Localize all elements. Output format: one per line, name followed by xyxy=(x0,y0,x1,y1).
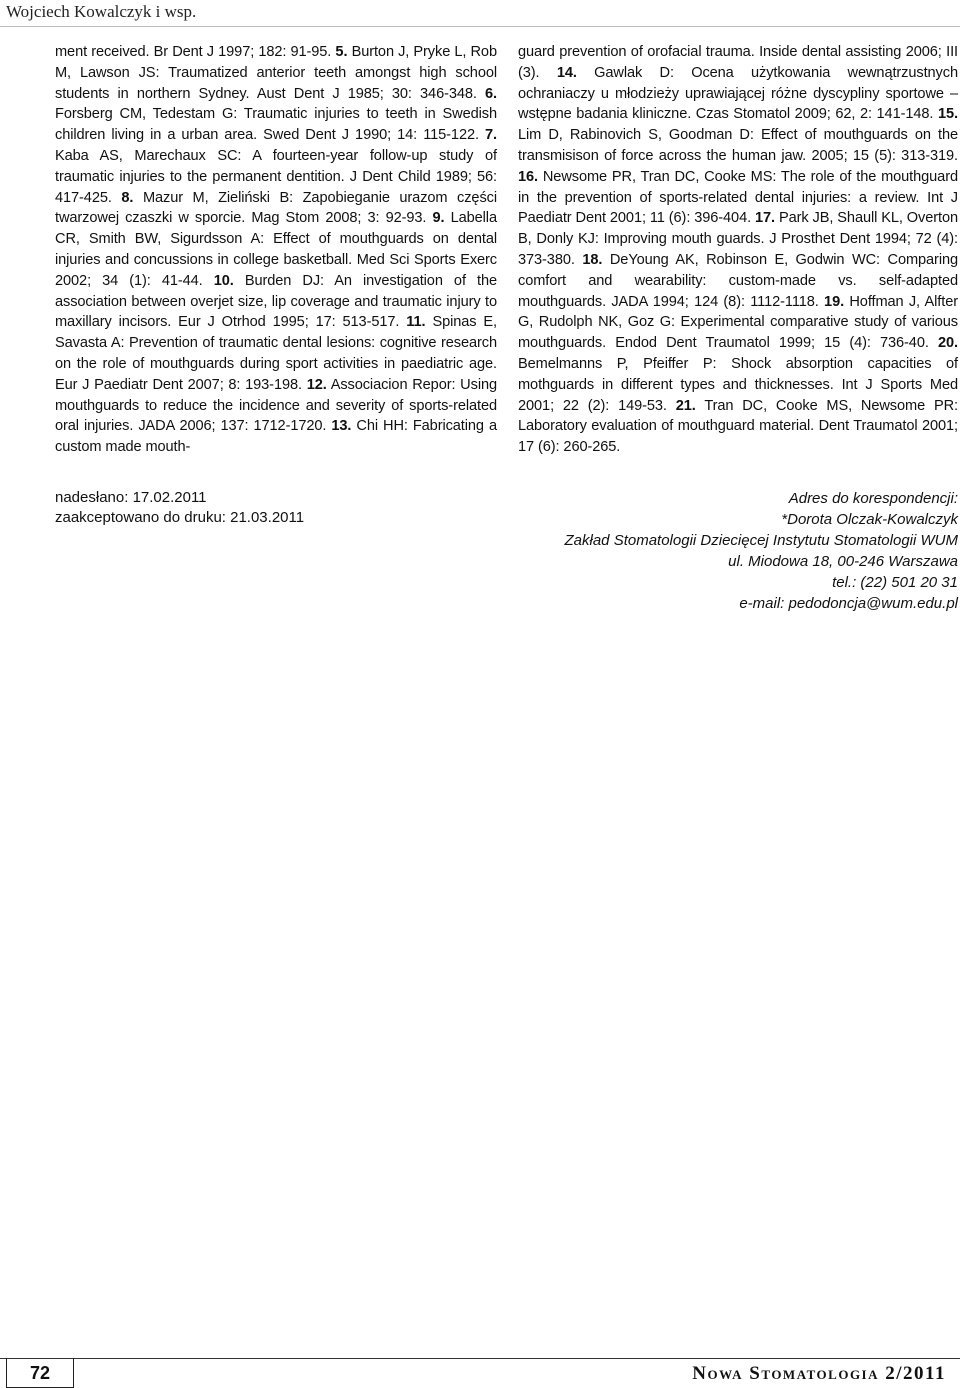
reference-text: guard prevention of orofacial trauma. Inside dental assisting 2006; III (3). xyxy=(518,44,958,81)
page-header xyxy=(0,0,960,27)
reference-number: 5. xyxy=(335,44,348,60)
reference-number: 19. xyxy=(824,293,845,310)
accepted-date: zaakceptowano do druku: 21.03.2011 xyxy=(55,509,305,526)
reference-text: Spinas E, Savasta A: Prevention of traumatic dental lesions: cognitive research on the role of mouthguards during sport activities in paediatric age. Eur J Paediatr Dent 2007; 8: 193-198. xyxy=(55,314,497,393)
correspondence-address xyxy=(518,488,958,614)
reference-text: Associacion Repor: Using mouthguards to reduce the incidence and severity of sports-related oral injuries. JADA 2006; 137: 1712-1720. xyxy=(55,376,497,435)
reference-text: Forsberg CM, Tedestam G: Traumatic injuries to teeth in Swedish children living in a urban area. Swed Dent J 1990; 14: 115-122. xyxy=(55,106,497,144)
reference-number: 16. xyxy=(518,168,538,185)
reference-text: Newsome PR, Tran DC, Cooke MS: The role of the mouthguard in the prevention of sports-related dental injuries: a review. Int J Paediatr Dent 2001; 11 (6): 396-404. xyxy=(518,168,958,227)
reference-number: 14. xyxy=(556,64,577,81)
received-date: nadesłano: 17.02.2011 xyxy=(55,489,207,506)
reference-text: Tran DC, Cooke MS, Newsome PR: Laboratory evaluation of mouthguard material. Dent Traumatol 2001; 17 (6): 260-265. xyxy=(518,397,958,456)
street-address: ul. Miodowa 18, 00-246 Warszawa xyxy=(728,553,958,570)
reference-number: 15. xyxy=(937,106,958,123)
page-number: 72 xyxy=(6,1358,74,1388)
reference-text: Bemelmanns P, Pfeiffer P: Shock absorption capacities of mothguards in different types and thicknesses. Int J Sports Med 2001; 22 (2): 149-53. xyxy=(518,355,958,414)
reference-number: 7. xyxy=(485,127,497,144)
reference-text: Burton J, Pryke L, Rob M, Lawson JS: Traumatized anterior teeth amongst high school students in northern Sydney. Aust Dent J 1985; 30: 346-348. xyxy=(55,44,497,102)
reference-text: Lim D, Rabinovich S, Goodman D: Effect of mouthguards on the transmisison of force across the human jaw. 2005; 15 (5): 313-319. xyxy=(518,127,958,164)
reference-number: 18. xyxy=(582,251,603,268)
references-right-column xyxy=(518,42,958,458)
author-name: *Dorota Olczak-Kowalczyk xyxy=(781,511,958,528)
running-head-author: Wojciech Kowalczyk i wsp. xyxy=(6,2,197,21)
reference-text: Park JB, Shaull KL, Overton B, Donly KJ: Improving mouth guards. J Prosthet Dent 1994; 72 (4): 373-380. xyxy=(518,210,958,268)
reference-number: 9. xyxy=(432,210,445,227)
reference-number: 11. xyxy=(406,314,426,331)
reference-number: 8. xyxy=(121,189,134,206)
phone-number: tel.: (22) 501 20 31 xyxy=(832,574,958,591)
reference-text: Kaba AS, Marechaux SC: A fourteen-year follow-up study of traumatic injuries to the permanent dentition. J Dent Child 1989; 56: 417-425. xyxy=(55,147,497,206)
email-address: e-mail: pedodoncja@wum.edu.pl xyxy=(739,595,958,612)
reference-text: Burden DJ: An investigation of the association between overjet size, lip coverage and traumatic injury to maxillary incisors. Eur J Otrhod 1995; 17: 513-517. xyxy=(55,272,497,331)
reference-number: 10. xyxy=(213,272,234,289)
reference-text: DeYoung AK, Robinson E, Godwin WC: Comparing comfort and wearability: custom-made vs. self-adapted mouthguards. JADA 1994; 124 (8): 1112-1118. xyxy=(518,251,958,310)
reference-text: Gawlak D: Ocena użytkowania wewnątrzustnych ochraniaczy u młodzieży uprawiającej różne dyscypliny sportowe – wstępne badania kliniczne. Czas Stomatol 2009; 62, 2: 141-148. xyxy=(518,64,958,123)
reference-number: 17. xyxy=(755,210,776,227)
footer-rule xyxy=(0,1358,960,1359)
journal-title: Nowa Stomatologia 2/2011 xyxy=(692,1363,946,1384)
reference-text: Mazur M, Zieliński B: Zapobieganie urazom części twarzowej czaszki w sporcie. Mag Stom 2008; 3: 92-93. xyxy=(55,189,497,227)
reference-number: 21. xyxy=(675,397,696,414)
institution: Zakład Stomatologii Dziecięcej Instytutu Stomatologii WUM xyxy=(564,532,958,549)
reference-text: Labella CR, Smith BW, Sigurdsson A: Effect of mouthguards on dental injuries and concussions in college basketball. Med Sci Sports Exerc 2002; 34 (1): 41-44. xyxy=(55,210,497,289)
reference-number: 12. xyxy=(306,376,327,393)
submission-dates xyxy=(55,488,304,528)
reference-text: Chi HH: Fabricating a custom made mouth- xyxy=(55,418,497,456)
reference-number: 20. xyxy=(937,335,958,352)
address-label: Adres do korespondencji: xyxy=(788,490,958,507)
reference-number: 6. xyxy=(485,85,497,102)
reference-number: 13. xyxy=(331,418,352,435)
reference-text: ment received. Br Dent J 1997; 182: 91-95. xyxy=(55,44,332,60)
references-left-column xyxy=(55,42,497,458)
reference-text: Hoffman J, Alfter G, Rudolph NK, Goz G: Experimental comparative study of various mouthguards. Endod Dent Traumatol 1999; 15 (4): 736-40. xyxy=(518,293,958,352)
